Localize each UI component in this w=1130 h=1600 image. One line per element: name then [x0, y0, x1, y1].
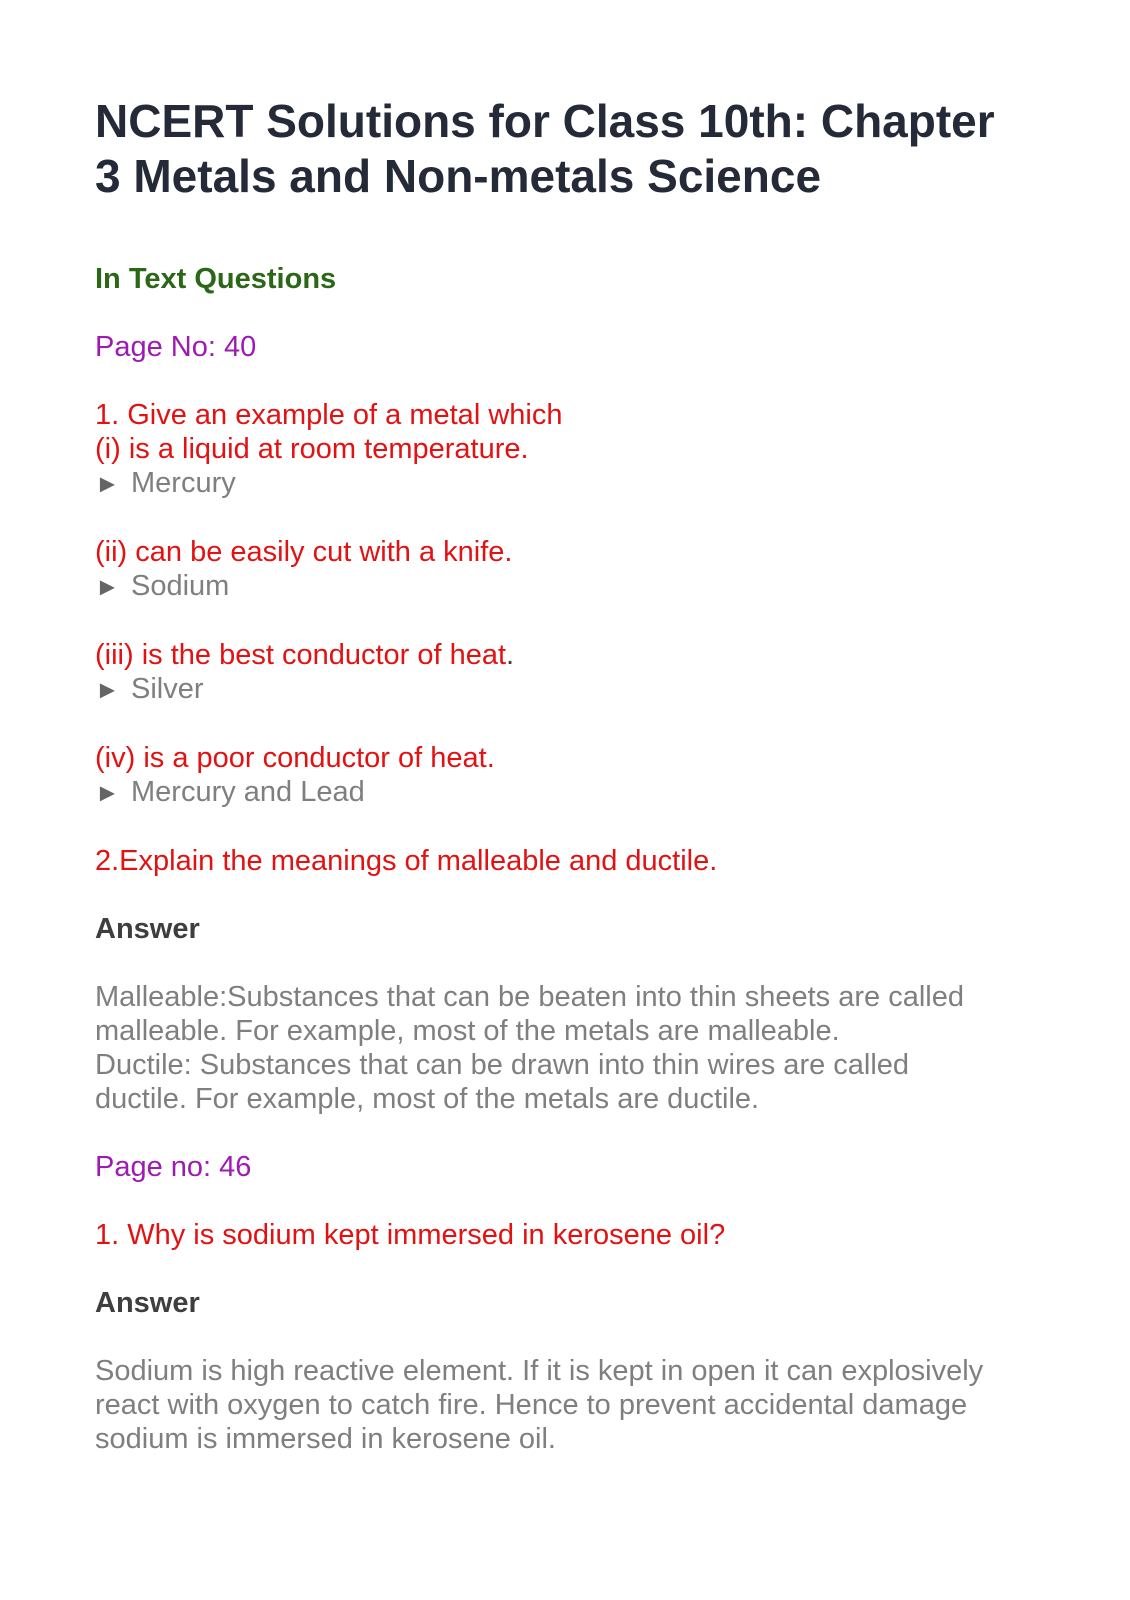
paragraph-line: ductile. For example, most of the metals are ductile.: [95, 1083, 760, 1115]
answer-text: Mercury and Lead: [131, 776, 365, 808]
question-period: .: [506, 639, 515, 671]
answer-paragraph-malleable-ductile: [95, 980, 1090, 1116]
answer-label: Answer: [95, 1287, 200, 1319]
question-text: (iii) is the best conductor of heat: [95, 639, 507, 671]
answer-text: Silver: [131, 673, 204, 705]
answer-line-sodium: [95, 569, 1090, 604]
answer-arrow-icon: ►: [95, 779, 120, 807]
question-2-text: 2.Explain the meanings of malleable and ductile.: [95, 845, 718, 877]
question-1-part-i: (i) is a liquid at room temperature.: [95, 433, 529, 465]
question-1-part-iii: [95, 638, 1090, 672]
question-1-part-ii-block: [95, 535, 1090, 604]
question-kerosene-text: 1. Why is sodium kept immersed in kerosene oil?: [95, 1219, 726, 1251]
question-1-text: 1. Give an example of a metal which: [95, 399, 563, 431]
question-1-part-ii: (ii) can be easily cut with a knife.: [95, 536, 513, 568]
answer-arrow-icon: ►: [95, 573, 120, 601]
question-1-part-iv: (iv) is a poor conductor of heat.: [95, 742, 495, 774]
paragraph-line: sodium is immersed in kerosene oil.: [95, 1423, 556, 1455]
answer-arrow-icon: ►: [95, 676, 120, 704]
answer-line-mercury-lead: [95, 775, 1090, 810]
answer-paragraph-sodium: [95, 1354, 1090, 1456]
page-number-label-40: Page No: 40: [95, 331, 257, 363]
question-2-block: [95, 844, 1090, 878]
section-heading: In Text Questions: [95, 263, 337, 295]
question-kerosene-block: [95, 1218, 1090, 1252]
paragraph-line: malleable. For example, most of the metals are malleable.: [95, 1015, 840, 1047]
answer-text: Mercury: [131, 467, 236, 499]
page-number-label-46: Page no: 46: [95, 1151, 252, 1183]
answer-text: Sodium: [131, 570, 230, 602]
paragraph-line: Sodium is high reactive element. If it is kept in open it can explosively: [95, 1355, 984, 1387]
question-1-part-iv-block: [95, 741, 1090, 810]
answer-arrow-icon: ►: [95, 470, 120, 498]
answer-line-mercury: [95, 466, 1090, 501]
answer-label: Answer: [95, 913, 200, 945]
question-1-block: [95, 398, 1090, 501]
paragraph-line: Ductile: Substances that can be drawn into thin wires are called: [95, 1049, 910, 1081]
page-title-line2: 3 Metals and Non-metals Science: [95, 150, 822, 202]
paragraph-line: Malleable:Substances that can be beaten into thin sheets are called: [95, 981, 964, 1013]
answer-line-silver: [95, 672, 1090, 707]
page-title-line1: NCERT Solutions for Class 10th: Chapter: [95, 95, 995, 147]
paragraph-line: react with oxygen to catch fire. Hence to prevent accidental damage: [95, 1389, 968, 1421]
question-1-part-iii-block: [95, 638, 1090, 707]
page-title: [95, 94, 1090, 204]
